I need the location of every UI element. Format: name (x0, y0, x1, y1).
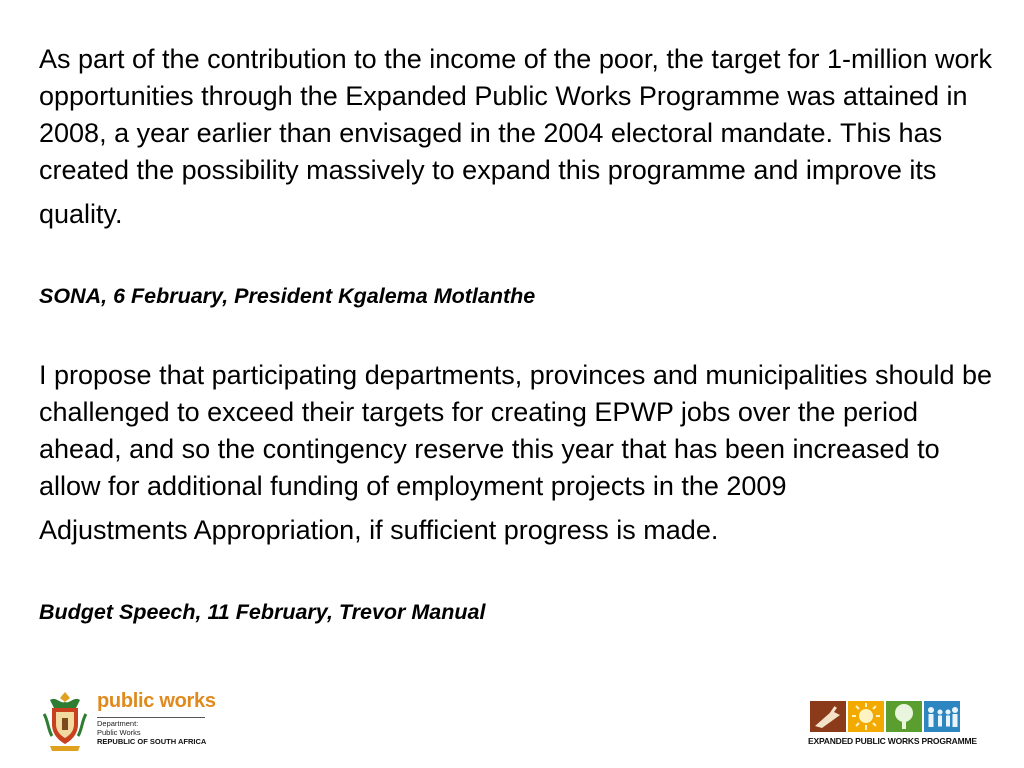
family-icon (924, 701, 960, 732)
logo-divider (97, 717, 205, 718)
quote-motlanthe (39, 41, 1004, 233)
tree-icon (886, 701, 922, 732)
quote-text: As part of the contribution to the income of the poor, the target for 1-million work opportunities through the Expanded Public Works Programme was attained in 2008, a year earlier than envisaged in the 2004 electoral mandate. This has created the possibility massively to expand this programme and improve its (39, 44, 993, 185)
quote-text-end: Adjustments Appropriation, if sufficient progress is made. (39, 515, 719, 545)
epwp-caption: EXPANDED PUBLIC WORKS PROGRAMME (808, 736, 977, 746)
trowel-icon (810, 701, 846, 732)
sun-icon (848, 701, 884, 732)
quote-text-end: quality. (39, 199, 123, 229)
attribution-budget-speech: Budget Speech, 11 February, Trevor Manual (39, 600, 486, 624)
department-label (97, 720, 141, 737)
epwp-tiles (810, 701, 960, 733)
epwp-logo (808, 701, 977, 749)
public-works-brand: public works (97, 690, 216, 712)
department-line: Department: (97, 719, 139, 728)
public-works-logo (42, 690, 222, 756)
attribution-sona: SONA, 6 February, President Kgalema Motlanthe (39, 284, 536, 308)
country-label: REPUBLIC OF SOUTH AFRICA (97, 737, 207, 746)
quote-manual (39, 357, 1004, 549)
department-name: Public Works (97, 727, 141, 737)
quote-text: I propose that participating departments, provinces and municipalities should be challenged to exceed their targets for creating EPWP jobs over the period ahead, and so the contingency reserve this year that has been increased to allow for additional funding of employment projects in the 2009 (39, 360, 993, 501)
coat-of-arms-icon (42, 690, 88, 752)
